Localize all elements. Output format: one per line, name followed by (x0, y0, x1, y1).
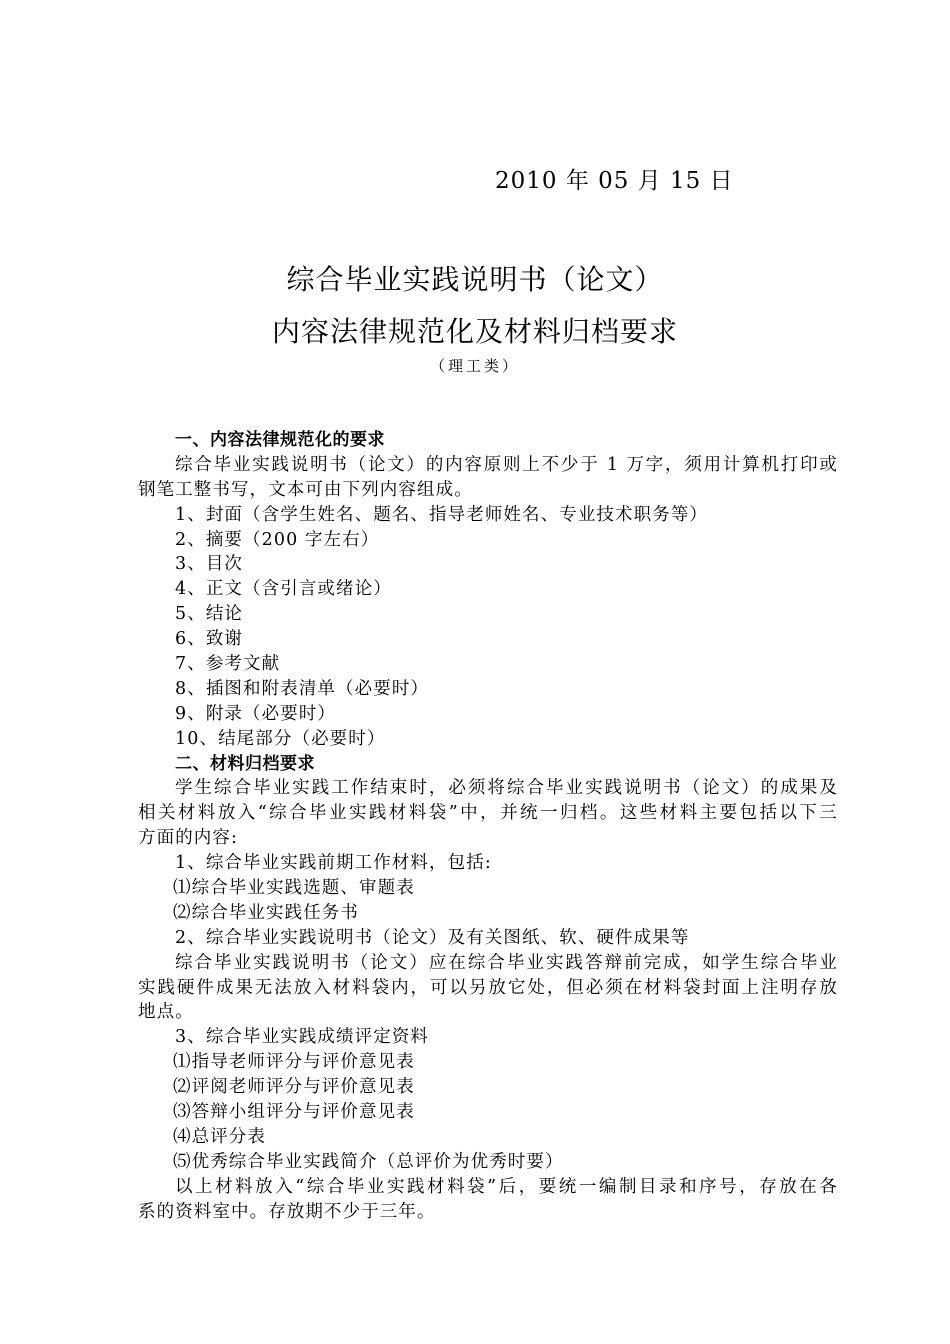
part2-title: 2、综合毕业实践说明书（论文）及有关图纸、软、硬件成果等 (175, 927, 690, 948)
part1-title: 1、综合毕业实践前期工作材料，包括: (175, 853, 492, 874)
list-item: ⑵综合毕业实践任务书 (173, 902, 359, 923)
section2-intro-line3: 方面的内容: (138, 828, 238, 849)
part3-title: 3、综合毕业实践成绩评定资料 (175, 1027, 430, 1048)
list-item: ⑵评阅老师评分与评价意见表 (173, 1077, 415, 1098)
document-date: 2010 年 05 月 15 日 (495, 168, 734, 194)
list-item: 7、参考文献 (175, 654, 281, 675)
list-item: ⑴指导老师评分与评价意见表 (173, 1052, 415, 1073)
section1-intro-line1: 综合毕业实践说明书（论文）的内容原则上不少于 1 万字，须用计算机打印或 (175, 454, 838, 475)
list-item: 3、目次 (175, 554, 244, 575)
list-item: 4、正文（含引言或绪论） (175, 579, 392, 600)
list-item: 1、封面（含学生姓名、题名、指导老师姓名、专业技术职务等） (175, 504, 709, 525)
list-item: 8、插图和附表清单（必要时） (175, 678, 430, 699)
list-item: 10、结尾部分（必要时） (175, 728, 386, 749)
list-item: 5、结论 (175, 604, 244, 625)
closing-line1: 以上材料放入“综合毕业实践材料袋”后，要统一编制目录和序号，存放在各 (175, 1176, 838, 1197)
document-title-line2: 内容法律规范化及材料归档要求 (271, 315, 678, 348)
list-item: ⑷总评分表 (173, 1126, 266, 1147)
list-item: 6、致谢 (175, 629, 244, 650)
list-item: ⑸优秀综合毕业实践简介（总评价为优秀时要） (173, 1151, 564, 1172)
section2-heading: 二、材料归档要求 (175, 753, 315, 774)
list-item: ⑴综合毕业实践选题、审题表 (173, 878, 415, 899)
document-body (138, 428, 838, 1225)
section2-intro-line2: 相关材料放入“综合毕业实践材料袋”中，并统一归档。这些材料主要包括以下三 (138, 803, 838, 824)
section2-intro-line1: 学生综合毕业实践工作结束时，必须将综合毕业实践说明书（论文）的成果及 (175, 778, 838, 799)
list-item: 9、附录（必要时） (175, 703, 337, 724)
part2-text-line3: 地点。 (138, 1002, 194, 1023)
closing-line2: 系的资料室中。存放期不少于三年。 (138, 1201, 436, 1222)
list-item: ⑶答辩小组评分与评价意见表 (173, 1102, 415, 1123)
section1-intro-line2: 钢笔工整书写，文本可由下列内容组成。 (138, 479, 473, 500)
document-subtitle: （理工类） (429, 357, 520, 375)
section1-heading: 一、内容法律规范化的要求 (175, 430, 385, 450)
list-item: 2、摘要（200 字左右） (175, 529, 380, 550)
part2-text-line2: 实践硬件成果无法放入材料袋内，可以另放它处，但必须在材料袋封面上注明存放 (138, 977, 838, 998)
part2-text-line1: 综合毕业实践说明书（论文）应在综合毕业实践答辩前完成，如学生综合毕业 (175, 952, 838, 973)
document-title-line1: 综合毕业实践说明书（论文） (286, 263, 664, 296)
